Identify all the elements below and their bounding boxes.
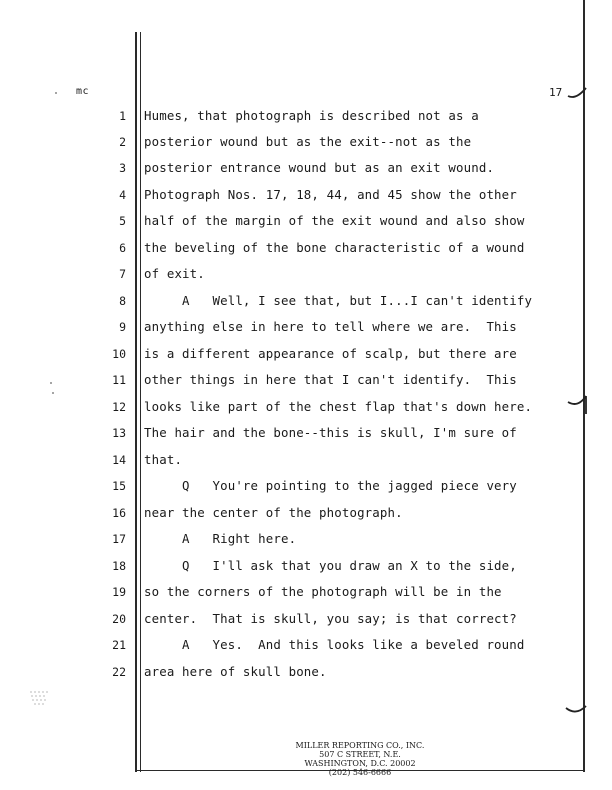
left-margin-rule [135,32,137,772]
margin-dot [50,382,52,384]
reporting-company-footer [240,741,480,777]
line-number: 12 [112,400,126,414]
footer-street: 507 C STREET, N.E. [319,750,401,759]
line-text: area here of skull bone. [144,664,327,679]
margin-smudge-mark [28,686,52,710]
line-text: A Right here. [144,531,297,546]
line-number: 18 [112,559,126,573]
line-number: 7 [119,267,126,281]
line-text: The hair and the bone--this is skull, I'm sure of [144,425,517,440]
line-text: that. [144,452,183,467]
line-number: 6 [119,241,126,255]
reporter-initials: mc [76,86,90,97]
footer-company: MILLER REPORTING CO., INC. [295,741,425,750]
bracket-mark-bottom [564,700,588,718]
left-margin-rule-inner [140,32,141,772]
line-number: 8 [119,294,126,308]
line-number: 20 [112,612,126,626]
line-text: Humes, that photograph is described not as a [144,108,479,123]
line-text: Q You're pointing to the jagged piece very [144,478,517,493]
line-number: 15 [112,479,126,493]
line-text: of exit. [144,266,205,281]
line-text: looks like part of the chest flap that's down here. [144,399,533,414]
line-number: 13 [112,426,126,440]
line-number: 9 [119,320,126,334]
line-text: other things in here that I can't identify. This [144,372,517,387]
line-number: 17 [112,532,126,546]
line-text: Photograph Nos. 17, 18, 44, and 45 show the other [144,187,517,202]
bracket-mark-middle [566,394,588,416]
line-text: half of the margin of the exit wound and also show [144,213,525,228]
line-text: center. That is skull, you say; is that correct? [144,611,517,626]
line-text: anything else in here to tell where we are. This [144,319,517,334]
line-number: 1 [119,109,126,123]
line-number: 19 [112,585,126,599]
line-number: 3 [119,161,126,175]
right-margin-rule [583,0,585,772]
line-text: Q I'll ask that you draw an X to the side, [144,558,517,573]
line-text: so the corners of the photograph will be in the [144,584,502,599]
margin-dot [55,92,57,94]
line-number: 10 [112,347,126,361]
line-number: 2 [119,135,126,149]
bracket-mark-top [566,84,588,102]
line-number: 4 [119,188,126,202]
footer-city: WASHINGTON, D.C. 20002 [304,759,416,768]
line-number: 21 [112,638,126,652]
line-number: 5 [119,214,126,228]
line-text: is a different appearance of scalp, but there are [144,346,517,361]
line-number: 22 [112,665,126,679]
line-text: posterior wound but as the exit--not as the [144,134,472,149]
line-number: 11 [112,373,126,387]
line-text: posterior entrance wound but as an exit wound. [144,160,495,175]
margin-dot [52,392,54,394]
line-text: the beveling of the bone characteristic of a wound [144,240,525,255]
line-text: A Well, I see that, but I...I can't identify [144,293,533,308]
page-number: 17 [549,86,563,99]
line-text: near the center of the photograph. [144,505,403,520]
line-number: 16 [112,506,126,520]
footer-phone: (202) 546-6666 [328,768,392,777]
line-number: 14 [112,453,126,467]
line-text: A Yes. And this looks like a beveled round [144,637,525,652]
